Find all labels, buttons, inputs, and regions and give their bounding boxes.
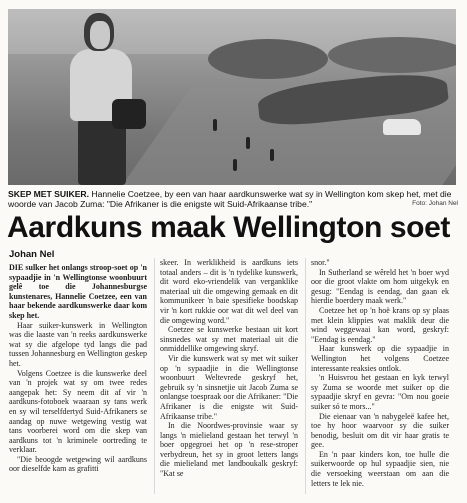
car-shape bbox=[383, 119, 421, 135]
paragraph: "Die beoogde wetgewing wil aardkuns oor dieselfde kam as grafitti bbox=[9, 454, 147, 474]
paragraph: 'n Huisvrou het gestaan en kyk terwyl sy Zuma se woorde met suiker op die sypaadjie skryf en gevra: "Om nou goeie suiker só te mors..." bbox=[311, 373, 449, 411]
article-column-1 bbox=[9, 263, 147, 503]
byline: Johan Nel bbox=[9, 249, 55, 260]
paragraph: snor." bbox=[311, 258, 330, 267]
paragraph: Coetzee het op 'n hoë krans op sy plaas met klein klippies wat maklik deur die wind weggewaai kan word, geskryf: "Eendag is eendag." bbox=[311, 305, 449, 344]
article-column-2 bbox=[160, 258, 298, 498]
caption-title: SKEP MET SUIKER. bbox=[8, 189, 90, 199]
photo-caption bbox=[8, 189, 458, 210]
headline: Aardkuns maak Wellington soet bbox=[7, 211, 450, 244]
paragraph: Vir die kunswerk wat sy met wit suiker op 'n sypaadjie in die Wellingtonse woonbuurt Weltevrede geskryf het, gebruik sy 'n sinsnetjie uit Jacob Zuma se onlangse toespraak oor die Afrikaner: "Die Afrikaner is die enigste wit Suid-Afrikaanse tribe." bbox=[160, 353, 298, 421]
paragraph: Haar kunswerk op die sypaadjie in Wellington het volgens Coetzee interessante reaksies ontlok. bbox=[311, 344, 449, 373]
paragraph: Haar suiker-kunswerk in Wellington was die laaste van 'n reeks aardkunswerke wat sy die afgelope tyd langs die pad tussen Johannesburg en Wellington geskep het. bbox=[9, 320, 147, 368]
article-column-3 bbox=[311, 258, 449, 498]
article-photo bbox=[8, 9, 456, 185]
paragraph: In Sutherland se wêreld het 'n boer wyd oor die groot vlakte om hom uitgekyk en gesug: "Eendag is eendag, dan gaan ek hierdie boerdery maak werk." bbox=[311, 267, 449, 306]
paragraph: skeer. In werklikheid is aardkuns iets totaal anders – dit is 'n tydelike kunswerk, dit word eko-vriendelik van verganklike materiaal uit die omgewing gemaak en dit kommunikeer 'n baie spesifieke boodskap vir 'n kort rukkie oor wat dit wel deel van die omgewing word." bbox=[160, 258, 298, 325]
paragraph: En 'n paar kinders kon, toe hulle die suikerwoorde op hul sypaadjie sien, nie die versoeking weerstaan om aan die letters te lek nie. bbox=[311, 449, 449, 488]
caption-text: Hannelie Coetzee, by een van haar aardkunswerke wat sy in Wellington kom skep het, met die woorde van Jacob Zuma: "Die Afrikaner is die enigste wit Suid-Afrikaanse tribe." bbox=[8, 189, 452, 210]
paragraph: Coetzee se kunswerke bestaan uit kort sinsnedes wat sy met materiaal uit die onmiddellike omgewing skryf. bbox=[160, 325, 298, 354]
lead-paragraph: DIE sulker het onlangs stroop-soet op 'n sypaadjie in 'n Wellingtonse woonbuurt gelê toe die Johannesburgse kunstenares, Hannelie Coetzee, een van haar bekende aardkunswerke daar kom skep het. bbox=[9, 263, 147, 320]
photo-credit: Foto: Johan Nel bbox=[412, 200, 458, 207]
photo-subject bbox=[60, 13, 150, 185]
paragraph: In die Noordwes-provinsie waar sy langs 'n mielieland gestaan het terwyl 'n boer opgegroei het op 'n rese-stroper verbydreun, het sy in groot letters langs die mielieland met landboukalk geskryf: "Kat se bbox=[160, 421, 298, 479]
paragraph: Die eienaar van 'n nabygeleë kafee het, toe hy hoor waarvoor sy die suiker benodig, besluit om dit vir haar gratis te gee. bbox=[311, 411, 449, 450]
paragraph: Volgens Coetzee is die kunswerke deel van 'n projek wat sy om twee redes aangepak het: Sy neem dit af vir 'n aardkuns-fotoboek waaraan sy tans werk en sy wil terselfdertyd Suid-Afrikaners se aandag op nuwe wetgewing vestig wat tans voorberei word om die skep van aardkuns tot 'n kriminele oortreding te verklaar. bbox=[9, 368, 147, 455]
